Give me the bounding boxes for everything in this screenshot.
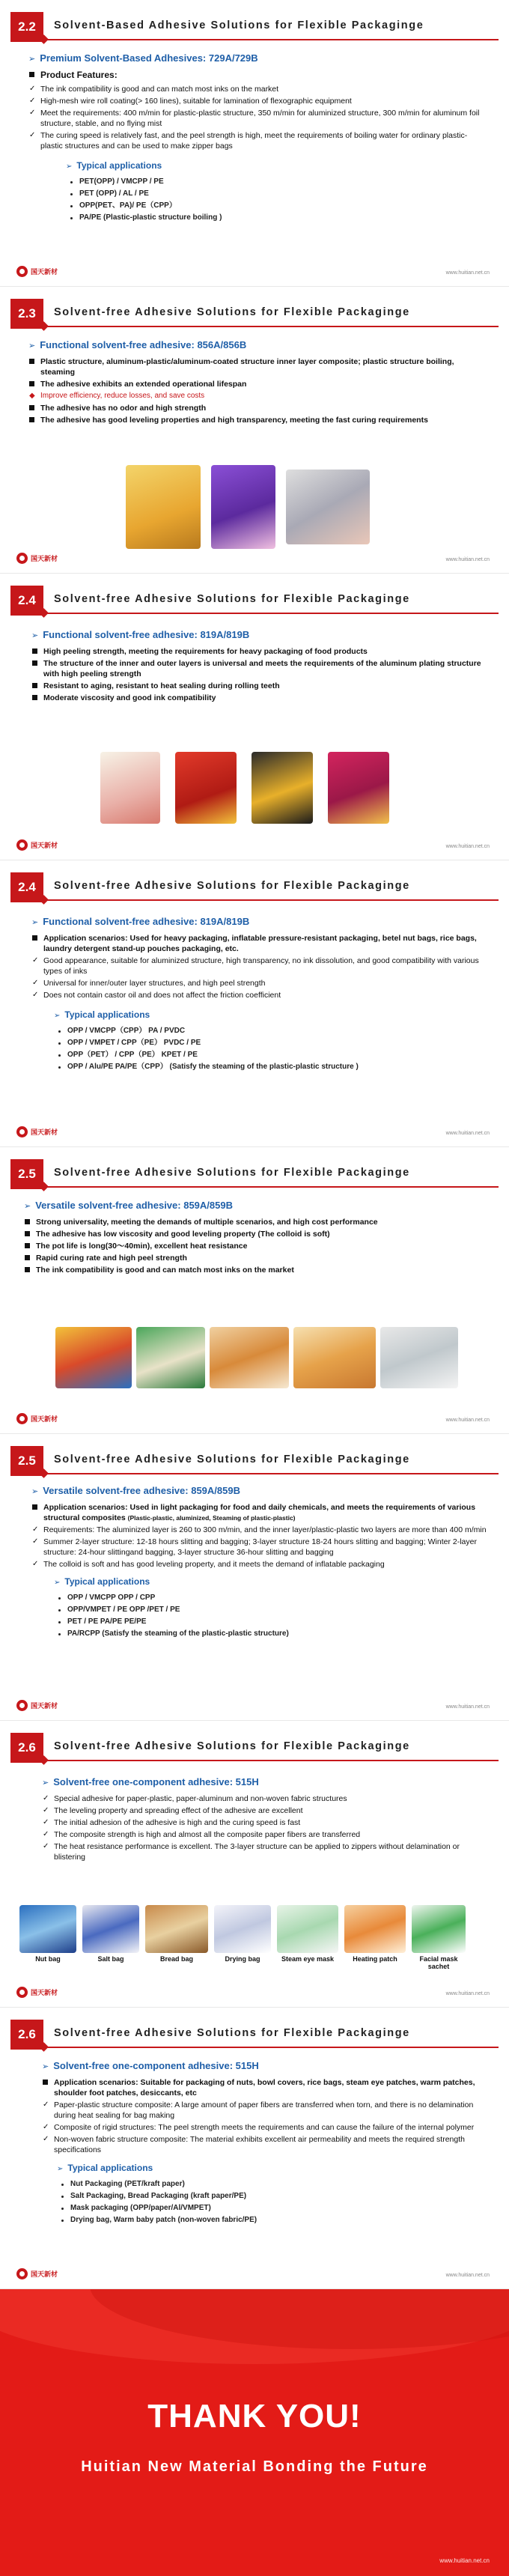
product-image bbox=[136, 1327, 205, 1388]
product-image bbox=[380, 1327, 458, 1388]
typical-applications: ➢ Typical applications OPP / VMCPP（CPP） PA / PVDC OPP / VMPET / CPP（PE） PVDC / PE OPP（PET） / CPP（PE） KPET / PE OPP / Alu/PE PA/PE（CPP） (Satisfy the steaming of the plastic-plastic structure ) bbox=[54, 1009, 488, 1073]
section-number: 2.5 bbox=[10, 1446, 43, 1476]
product-images bbox=[19, 1905, 466, 1970]
footer-url: www.huitian.net.cn bbox=[445, 1418, 490, 1423]
title-underline bbox=[43, 899, 499, 901]
section-number: 2.3 bbox=[10, 299, 43, 329]
arrow-icon: ➢ bbox=[28, 55, 36, 64]
product-image bbox=[175, 752, 237, 824]
title-underline bbox=[43, 2047, 499, 2048]
arrow-icon: ➢ bbox=[24, 1202, 31, 1211]
feature-item: ✓ The ink compatibility is good and can match most inks on the market bbox=[29, 85, 279, 94]
features-title: Product Features: bbox=[28, 70, 485, 80]
title-underline bbox=[43, 613, 499, 614]
square-bullet-icon bbox=[32, 935, 37, 941]
feature-item: Resistant to aging, resistant to heat sealing during rolling teeth bbox=[31, 681, 488, 691]
application-item: PET (OPP) / AL / PE bbox=[66, 188, 485, 200]
check-icon: ✓ bbox=[32, 956, 39, 965]
product-label: Facial mask sachet bbox=[419, 1955, 458, 1970]
check-icon: ✓ bbox=[29, 109, 36, 117]
feature-item: The pot life is long(30～40min), excellent heat resistance bbox=[24, 1241, 481, 1251]
thank-you-slide bbox=[0, 2289, 509, 2576]
company-logo: 国天新材 bbox=[16, 266, 58, 277]
check-icon: ✓ bbox=[43, 1794, 49, 1802]
feature-item: ✓ Good appearance, suitable for aluminized structure, high transparency, no ink dissolution, and good compatibility with various types of inks bbox=[32, 956, 479, 976]
square-bullet-icon bbox=[29, 72, 34, 77]
product-image bbox=[82, 1905, 139, 1953]
check-icon: ✓ bbox=[32, 991, 39, 999]
product-heading bbox=[28, 52, 485, 64]
slide-2-2 bbox=[0, 0, 509, 287]
arrow-icon: ➢ bbox=[31, 1487, 39, 1496]
company-logo: 国天新材 bbox=[16, 1126, 58, 1137]
company-logo: 国天新材 bbox=[16, 1413, 58, 1424]
feature-item: Moderate viscosity and good ink compatibility bbox=[31, 693, 488, 703]
feature-item: The structure of the inner and outer layers is universal and meets the requirements of the aluminum plating structure with high peeling strength bbox=[31, 658, 488, 679]
application-item: Mask packaging (OPP/paper/Al/VMPET) bbox=[57, 2202, 484, 2214]
footer-url: www.huitian.net.cn bbox=[445, 2273, 490, 2278]
square-bullet-icon bbox=[29, 417, 34, 422]
title-underline bbox=[43, 39, 499, 40]
product-image bbox=[210, 1327, 289, 1388]
square-bullet-icon bbox=[32, 1504, 37, 1510]
feature-item: The adhesive has low viscosity and good leveling property (The colloid is soft) bbox=[24, 1229, 481, 1239]
application-item: OPP/VMPET / PE OPP /PET / PE bbox=[54, 1604, 488, 1616]
check-icon: ✓ bbox=[43, 2135, 49, 2143]
company-logo: 国天新材 bbox=[16, 1700, 58, 1711]
footer-url: www.huitian.net.cn bbox=[445, 1704, 490, 1710]
product-label: Nut bag bbox=[35, 1955, 61, 1963]
slide-2-3 bbox=[0, 287, 509, 574]
typical-applications: ➢ Typical applications Nut Packaging (PET/kraft paper) Salt Packaging, Bread Packaging (kraft paper/PE) Mask packaging (OPP/paper/Al/VMPET) Drying bag, Warm baby patch (non-woven fabric/PE) bbox=[57, 2163, 484, 2226]
product-image bbox=[344, 1905, 406, 1953]
feature-item: ◆ Improve efficiency, reduce losses, and save costs bbox=[29, 392, 205, 400]
feature-item: ✓ The initial adhesion of the adhesive is high and the curing speed is fast bbox=[43, 1818, 301, 1827]
feature-item: ✓ Universal for inner/outer layer structures, and high peel strength bbox=[32, 979, 266, 988]
square-bullet-icon bbox=[25, 1231, 30, 1236]
title-underline bbox=[43, 1760, 499, 1761]
application-item: OPP / VMPET / CPP（PE） PVDC / PE bbox=[54, 1037, 488, 1049]
product-label: Bread bag bbox=[159, 1955, 193, 1963]
application-item: Drying bag, Warm baby patch (non-woven fabric/PE) bbox=[57, 2214, 484, 2226]
arrow-icon: ➢ bbox=[54, 1579, 61, 1587]
footer-url: www.huitian.net.cn bbox=[445, 844, 490, 849]
feature-item: ✓ Non-woven fabric structure composite: The material exhibits excellent air permeability and meets the required strength specifications bbox=[43, 2135, 465, 2154]
product-heading: ➢ Functional solvent-free adhesive: 819A/819B bbox=[31, 629, 250, 640]
product-heading: ➢ Versatile solvent-free adhesive: 859A/859B bbox=[31, 1485, 240, 1496]
product-images bbox=[55, 1327, 458, 1388]
company-logo: 国天新材 bbox=[16, 1987, 58, 1998]
section-title: Solvent-free Adhesive Solutions for Flexible Packaginge bbox=[54, 1167, 410, 1179]
check-icon: ✓ bbox=[29, 131, 36, 139]
application-item: PA/RCPP (Satisfy the steaming of the plastic-plastic structure) bbox=[54, 1628, 488, 1640]
application-item: OPP（PET） / CPP（PE） KPET / PE bbox=[54, 1049, 488, 1061]
feature-item: ✓ The curing speed is relatively fast, and the peel strength is high, meet the requirements of boiling water for ordinary plastic-plastic structures and can be used to make zipper bags bbox=[29, 131, 468, 151]
typical-applications: ➢ Typical applications OPP / VMCPP OPP / CPP OPP/VMPET / PE OPP /PET / PE PET / PE PA/PE PE/PE PA/RCPP (Satisfy the steaming of the plastic-plastic structure) bbox=[54, 1576, 488, 1640]
product-heading: ➢ Functional solvent-free adhesive: 819A/819B bbox=[31, 916, 250, 927]
arrow-icon: ➢ bbox=[31, 631, 39, 640]
arrow-icon: ➢ bbox=[54, 1012, 61, 1020]
feature-item: Application scenarios: Suitable for packaging of nuts, bowl covers, rice bags, steam eye patches, warm patches, shoulder foot patches, desiccants, etc bbox=[42, 2077, 484, 2098]
product-tile bbox=[412, 1905, 466, 1970]
square-bullet-icon bbox=[29, 405, 34, 410]
typical-applications: ➢ Typical applications PET(OPP) / VMCPP / PE PET (OPP) / AL / PE OPP(PET、PA)/ PE（CPP） PA/PE (Plastic-plastic structure boiling ) bbox=[66, 160, 485, 224]
application-item: OPP / VMCPP（CPP） PA / PVDC bbox=[54, 1025, 488, 1037]
product-label: Steam eye mask bbox=[281, 1955, 335, 1963]
feature-item: The adhesive exhibits an extended operational lifespan bbox=[28, 379, 485, 389]
feature-item: ✓ Special adhesive for paper-plastic, paper-aluminum and non-woven fabric structures bbox=[43, 1794, 347, 1803]
square-bullet-icon bbox=[32, 683, 37, 688]
check-icon: ✓ bbox=[32, 979, 39, 987]
slide-2-4-a bbox=[0, 574, 509, 860]
product-image bbox=[252, 752, 313, 824]
application-item: PET / PE PA/PE PE/PE bbox=[54, 1616, 488, 1628]
product-image bbox=[55, 1327, 132, 1388]
square-bullet-icon bbox=[29, 381, 34, 386]
feature-item: Strong universality, meeting the demands of multiple scenarios, and high cost performance bbox=[24, 1217, 481, 1227]
feature-item: ✓ Paper-plastic structure composite: A large amount of paper fibers are transferred when torn, and there is no delamination during heat sealing for bag making bbox=[43, 2100, 474, 2120]
section-title: Solvent-free Adhesive Solutions for Flexible Packaginge bbox=[54, 2027, 410, 2039]
square-bullet-icon bbox=[25, 1219, 30, 1224]
application-item: OPP(PET、PA)/ PE（CPP） bbox=[66, 200, 485, 212]
feature-item: Rapid curing rate and high peel strength bbox=[24, 1253, 481, 1263]
title-underline bbox=[43, 1186, 499, 1188]
product-heading: ➢ Functional solvent-free adhesive: 856A/856B bbox=[28, 339, 247, 350]
product-image bbox=[277, 1905, 338, 1953]
arrow-icon: ➢ bbox=[31, 918, 39, 927]
product-image bbox=[145, 1905, 208, 1953]
feature-item: The adhesive has good leveling properties and high transparency, meeting the fast curing requirements bbox=[28, 415, 485, 425]
section-title: Solvent-free Adhesive Solutions for Flexible Packaginge bbox=[54, 1453, 410, 1465]
product-label: Salt bag bbox=[97, 1955, 124, 1963]
check-icon: ✓ bbox=[32, 1560, 39, 1568]
application-item: Nut Packaging (PET/kraft paper) bbox=[57, 2178, 484, 2190]
check-icon: ✓ bbox=[29, 85, 36, 93]
company-logo: 国天新材 bbox=[16, 839, 58, 851]
square-bullet-icon bbox=[32, 695, 37, 700]
section-number: 2.4 bbox=[10, 872, 43, 902]
company-slogan: Huitian New Material Bonding the Future bbox=[81, 2458, 428, 2475]
heading-label: Premium Solvent-Based Adhesives: bbox=[40, 52, 207, 64]
feature-item: The ink compatibility is good and can match most inks on the market bbox=[24, 1265, 481, 1275]
feature-item: ✓ Composite of rigid structures: The peel strength meets the requirements and can cause the failure of the internal polymer bbox=[43, 2123, 475, 2132]
footer-url: www.huitian.net.cn bbox=[439, 2557, 490, 2564]
section-title: Solvent-free Adhesive Solutions for Flexible Packaginge bbox=[54, 880, 410, 892]
square-bullet-icon bbox=[29, 359, 34, 364]
slide-2-5-b bbox=[0, 1434, 509, 1721]
feature-item: ✓ Meet the requirements: 400 m/min for plastic-plastic structure, 350 m/min for aluminized structure, 300 m/min for aluminum foil structure, stable, and no flying mist bbox=[29, 109, 480, 128]
application-item: PET(OPP) / VMCPP / PE bbox=[66, 176, 485, 188]
product-label: Drying bag bbox=[225, 1955, 260, 1963]
check-icon: ✓ bbox=[32, 1525, 39, 1534]
section-title: Solvent-Based Adhesive Solutions for Flexible Packaginge bbox=[54, 19, 424, 31]
feature-item: Application scenarios: Used for heavy packaging, inflatable pressure-resistant packaging, betel nut bags, rice bags, laundry detergent stand-up pouches packaging, etc. bbox=[31, 933, 488, 954]
check-icon: ✓ bbox=[43, 1818, 49, 1826]
feature-item: ✓ The leveling property and spreading effect of the adhesive are excellent bbox=[43, 1806, 303, 1815]
feature-item: ✓ High-mesh wire roll coating(> 160 lines), suitable for lamination of flexographic equipment bbox=[29, 97, 352, 106]
section-title: Solvent-free Adhesive Solutions for Flexible Packaginge bbox=[54, 1740, 410, 1752]
product-tile bbox=[19, 1905, 76, 1970]
product-image bbox=[214, 1905, 271, 1953]
application-item: PA/PE (Plastic-plastic structure boiling ) bbox=[66, 212, 485, 224]
product-heading: ➢ Solvent-free one-component adhesive: 515H bbox=[42, 1776, 259, 1787]
feature-item: ✓ The colloid is soft and has good leveling property, and it meets the demand of inflatable packaging bbox=[32, 1560, 385, 1569]
application-item: OPP / Alu/PE PA/PE（CPP） (Satisfy the steaming of the plastic-plastic structure ) bbox=[54, 1061, 488, 1073]
feature-item: The adhesive has no odor and high strength bbox=[28, 403, 485, 413]
footer-url: www.huitian.net.cn bbox=[445, 270, 490, 276]
arrow-icon: ➢ bbox=[66, 162, 73, 171]
product-image bbox=[412, 1905, 466, 1953]
check-icon: ✓ bbox=[43, 2123, 49, 2131]
feature-item: Application scenarios: Used in light packaging for food and daily chemicals, and meets the requirements of various structural composites (Plastic-plastic, aluminized, Steaming of plastic-plastic) bbox=[31, 1502, 488, 1523]
product-image bbox=[126, 465, 201, 549]
section-title: Solvent-free Adhesive Solutions for Flexible Packaginge bbox=[54, 593, 410, 605]
product-heading: ➢ Solvent-free one-component adhesive: 515H bbox=[42, 2060, 259, 2071]
check-icon: ✓ bbox=[32, 1537, 39, 1546]
product-tile bbox=[145, 1905, 208, 1970]
application-item: Salt Packaging, Bread Packaging (kraft paper/PE) bbox=[57, 2190, 484, 2202]
title-underline bbox=[43, 326, 499, 327]
section-title: Solvent-free Adhesive Solutions for Flexible Packaginge bbox=[54, 306, 410, 318]
product-tile bbox=[214, 1905, 271, 1970]
feature-item: Plastic structure, aluminum-plastic/aluminum-coated structure inner layer composite; plastic structure boiling, steaming bbox=[28, 356, 485, 377]
company-logo: 国天新材 bbox=[16, 553, 58, 564]
slide-2-6-b bbox=[0, 2008, 509, 2289]
product-images bbox=[100, 752, 389, 824]
product-tile bbox=[277, 1905, 338, 1970]
section-number: 2.6 bbox=[10, 2020, 43, 2050]
title-underline bbox=[43, 1473, 499, 1474]
product-image bbox=[286, 470, 370, 544]
section-number: 2.6 bbox=[10, 1733, 43, 1763]
diamond-bullet-icon: ◆ bbox=[29, 392, 35, 400]
square-bullet-icon bbox=[25, 1243, 30, 1248]
product-images bbox=[126, 465, 370, 549]
square-bullet-icon bbox=[43, 2080, 48, 2085]
footer-url: www.huitian.net.cn bbox=[445, 557, 490, 562]
product-label: Heating patch bbox=[353, 1955, 397, 1963]
product-tile bbox=[82, 1905, 139, 1970]
square-bullet-icon bbox=[32, 660, 37, 666]
product-heading: ➢ Versatile solvent-free adhesive: 859A/859B bbox=[24, 1200, 233, 1211]
feature-item: ✓ Summer 2-layer structure: 12-18 hours slitting and bagging; 3-layer structure 18-24 hours slitting and bagging; Winter 2-layer structure: 24-hour slittingand bagging, 3-layer structure 36-hour slitting and bagging bbox=[32, 1537, 477, 1557]
square-bullet-icon bbox=[32, 648, 37, 654]
thank-you-heading: THANK YOU! bbox=[147, 2398, 362, 2434]
product-code: 729A/729B bbox=[208, 52, 258, 64]
check-icon: ✓ bbox=[43, 1806, 49, 1814]
product-image bbox=[211, 465, 275, 549]
application-item: OPP / VMCPP OPP / CPP bbox=[54, 1592, 488, 1604]
product-image bbox=[100, 752, 160, 824]
product-image bbox=[293, 1327, 376, 1388]
check-icon: ✓ bbox=[43, 2100, 49, 2109]
check-icon: ✓ bbox=[43, 1830, 49, 1838]
square-bullet-icon bbox=[25, 1255, 30, 1260]
footer-url: www.huitian.net.cn bbox=[445, 1131, 490, 1136]
feature-item: ✓ Does not contain castor oil and does not affect the friction coefficient bbox=[32, 991, 281, 1000]
footer-url: www.huitian.net.cn bbox=[445, 1991, 490, 1996]
check-icon: ✓ bbox=[43, 1842, 49, 1850]
feature-item: High peeling strength, meeting the requirements for heavy packaging of food products bbox=[31, 646, 488, 657]
section-number: 2.4 bbox=[10, 586, 43, 616]
company-logo: 国天新材 bbox=[16, 2268, 58, 2279]
product-image bbox=[328, 752, 389, 824]
feature-item: ✓ The composite strength is high and almost all the composite paper fibers are transferred bbox=[43, 1830, 361, 1839]
square-bullet-icon bbox=[25, 1267, 30, 1272]
arrow-icon: ➢ bbox=[28, 341, 36, 350]
slide-2-4-b bbox=[0, 860, 509, 1147]
feature-item: ✓ The heat resistance performance is excellent. The 3-layer structure can be applied to zippers without delamination or blistering bbox=[43, 1842, 460, 1862]
arrow-icon: ➢ bbox=[42, 1778, 49, 1787]
section-number: 2.2 bbox=[10, 12, 43, 42]
product-tile bbox=[344, 1905, 406, 1970]
product-image bbox=[19, 1905, 76, 1953]
arrow-icon: ➢ bbox=[42, 2062, 49, 2071]
slide-2-5-a bbox=[0, 1147, 509, 1434]
arrow-icon: ➢ bbox=[57, 2165, 64, 2173]
slide-2-6-a bbox=[0, 1721, 509, 2008]
section-number: 2.5 bbox=[10, 1159, 43, 1189]
check-icon: ✓ bbox=[29, 97, 36, 105]
feature-item: ✓ Requirements: The aluminized layer is 260 to 300 m/min, and the inner layer/plastic-plastic two layers are more than 400 m/min bbox=[32, 1525, 487, 1534]
